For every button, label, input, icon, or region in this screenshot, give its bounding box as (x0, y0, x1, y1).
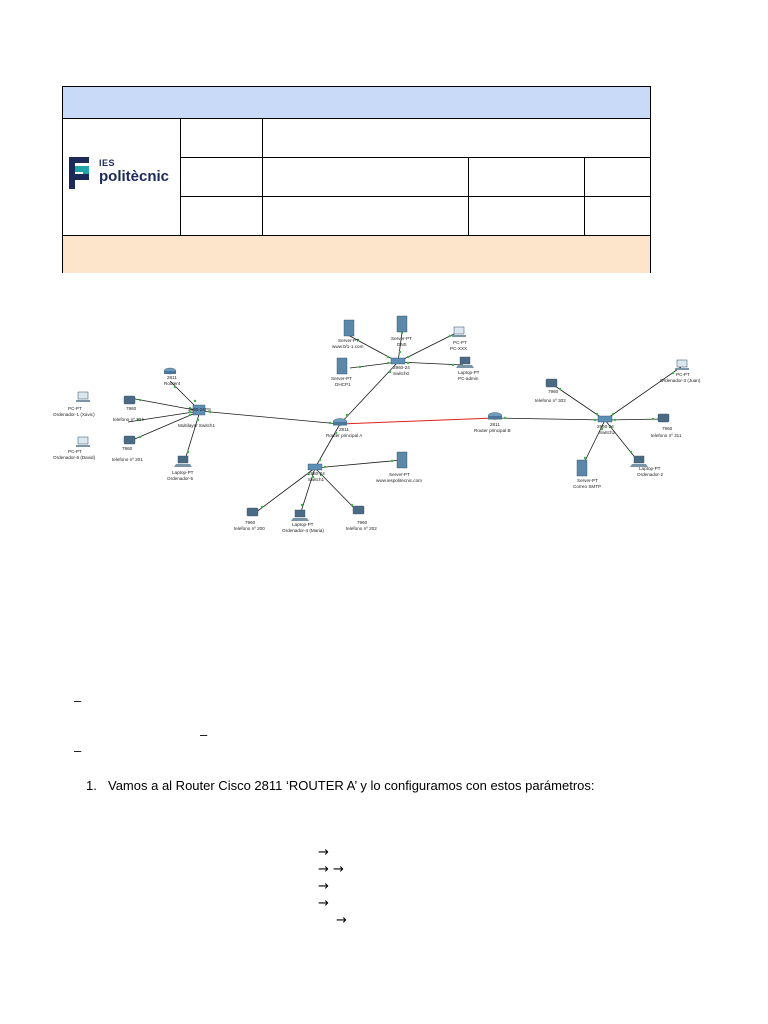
label: Multilayer Switch1 (178, 423, 216, 428)
label: 7960 (548, 389, 559, 394)
label: 2960-24 (597, 424, 614, 429)
pc-ordenador6-icon (76, 437, 90, 447)
server-dns-icon (344, 320, 354, 336)
label: 2811 (490, 422, 500, 427)
label: PC-PT (68, 406, 82, 411)
router-left-icon (164, 368, 176, 374)
label: 7960 (662, 426, 673, 431)
label: www.0/1-1.com (332, 344, 364, 349)
label: 2811 (339, 427, 349, 432)
laptop-ordenador5-icon (174, 456, 192, 467)
label: Ordenador-5 (167, 476, 194, 481)
label: Server-PT (389, 472, 410, 477)
switch0-icon (391, 358, 405, 364)
label: Laptop-PT (172, 470, 194, 475)
label: Server-PT (331, 376, 352, 381)
phone-204-icon (124, 396, 135, 404)
label: telefono nº 202 (346, 526, 377, 531)
label: 3560-24PS (188, 407, 211, 412)
pc-ordenador1-icon (76, 392, 90, 402)
pc-xxx-icon (452, 327, 466, 337)
label: Ordenador-3 (Juan) (660, 378, 701, 383)
phone-302-icon (546, 379, 557, 387)
label: 7960 (126, 406, 137, 411)
server-smtp-icon (577, 460, 587, 476)
label: telefono nº 302 (535, 398, 566, 403)
label: 7960 (122, 446, 133, 451)
label: 2811 (167, 375, 177, 380)
switch1-icon (308, 464, 322, 470)
step-text: Vamos a al Router Cisco 2811 ‘ROUTER A’ y lo configuramos con estos parámetros: (108, 778, 595, 793)
phone-202-icon (353, 506, 364, 514)
laptop-ordenador4-icon (291, 510, 309, 521)
label: PC-XXX (450, 346, 468, 351)
label: Switch2 (599, 430, 616, 435)
phone-200-icon (247, 508, 258, 516)
label: Server-PT (577, 478, 598, 483)
politecnic-logo-icon (69, 157, 95, 189)
network-topology-diagram (40, 300, 740, 545)
label: Ordenador-1 (Xavic) (53, 412, 95, 417)
label: PC-PT (676, 372, 690, 377)
switch2-icon (598, 416, 612, 422)
ies-politecnic-logo (69, 153, 181, 195)
label: PC-PT (68, 449, 82, 454)
label: Switch1 (308, 477, 325, 482)
label: 2960-24 (308, 471, 325, 476)
label: telefono nº 311 (651, 433, 682, 438)
label: telefono nº 201 (112, 457, 143, 462)
router-principal-a-icon (333, 419, 347, 426)
arrow-icon: → (318, 879, 329, 894)
table-divider (180, 196, 650, 197)
label: Server-PT (338, 338, 359, 343)
label: PC-admin (458, 376, 479, 381)
table-divider (180, 157, 650, 158)
header-footer-row (63, 235, 650, 273)
label: Correo SMTP (573, 484, 602, 489)
label: 2960-24 (393, 365, 410, 370)
label: Router4 (164, 381, 181, 386)
label: www.iespolitecnic.com (376, 478, 422, 483)
arrow-icon: → (336, 913, 347, 928)
label: Ordenador-6 (David) (53, 455, 96, 460)
phone-201-icon (124, 436, 135, 444)
label: Router principal A (326, 433, 363, 438)
bullet-dash: – (74, 743, 82, 758)
step-number: 1. (86, 778, 97, 793)
server-dhcp-icon (337, 358, 347, 374)
document-header-table (62, 86, 651, 273)
bullet-dash: – (200, 727, 208, 742)
label: Laptop-PT (458, 370, 480, 375)
label: Laptop-PT (292, 522, 314, 527)
label: 7960 (357, 520, 368, 525)
router-principal-b-icon (488, 413, 502, 420)
header-title-row (63, 87, 650, 119)
arrow-icon: → (318, 845, 329, 860)
server-dns2-icon (397, 316, 407, 332)
label: PC-PT (453, 340, 467, 345)
phone-311-icon (658, 414, 669, 422)
label: Ordenador-2 (637, 472, 664, 477)
arrow-icon: → → (318, 862, 344, 877)
bullet-dash: – (74, 693, 82, 708)
logo-name-text: politècnic (99, 168, 170, 185)
server-web-icon (397, 452, 407, 468)
pc-ordenador3-icon (675, 360, 689, 370)
label: Server-PT (391, 336, 412, 341)
logo-ies-text: IES (99, 158, 116, 168)
arrow-icon: → (318, 896, 329, 911)
table-divider (262, 119, 263, 235)
label: DHCP1 (335, 382, 351, 387)
label: DNS (397, 342, 407, 347)
serial-link-red (340, 418, 495, 424)
laptop-admin-icon (456, 357, 474, 368)
label: Laptop-PT (639, 466, 661, 471)
step-1 (86, 778, 595, 793)
label: Ordenador-4 (Maria) (282, 528, 324, 533)
label: Switch0 (393, 371, 410, 376)
label: Router principal B (474, 428, 511, 433)
label: telefono nº 204 (113, 417, 144, 422)
label: telefono nº 200 (234, 526, 265, 531)
label: 7960 (245, 520, 256, 525)
